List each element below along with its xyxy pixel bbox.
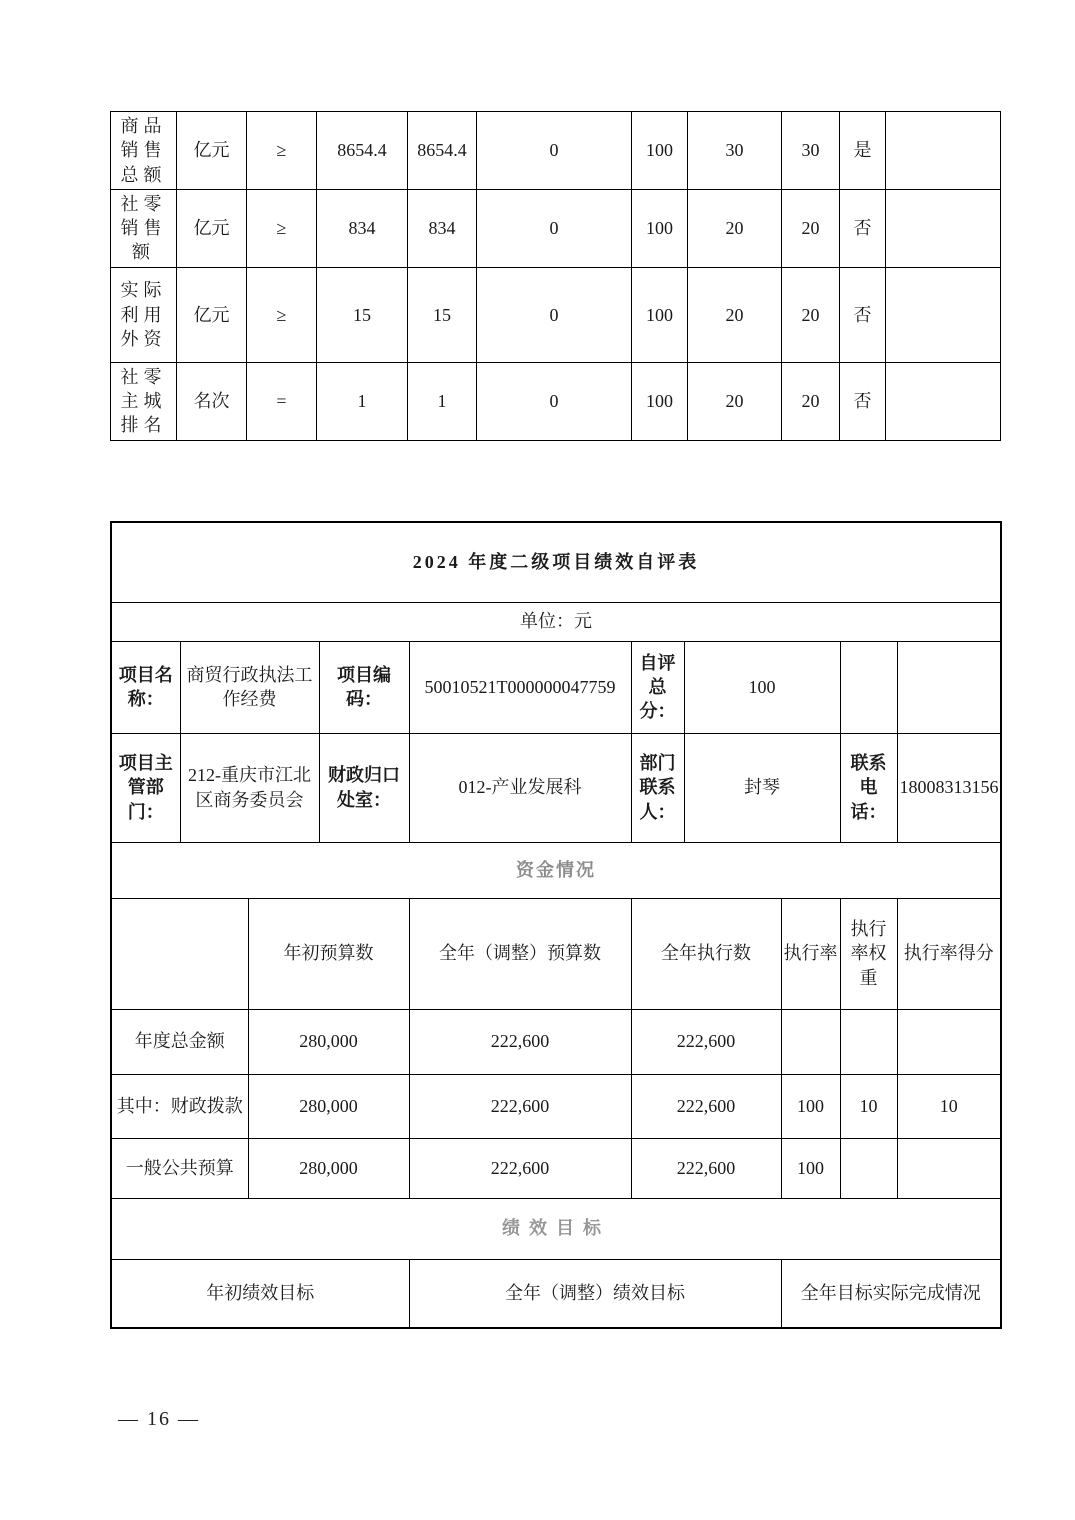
page-number: — 16 — xyxy=(118,1408,200,1430)
actual-value-cell: 1 xyxy=(408,362,477,440)
self-score-label: 自评总分： xyxy=(631,641,684,733)
score-cell: 30 xyxy=(782,112,840,190)
self-score-value: 100 xyxy=(684,641,840,733)
indicator-name-cell: 社零主城排名 xyxy=(111,362,177,440)
dept-label: 项目主管部门： xyxy=(111,733,180,842)
executed-cell: 222,600 xyxy=(631,1138,781,1198)
col-header-rate-weight: 执行率权重 xyxy=(840,898,897,1009)
project-info-row xyxy=(111,641,1001,733)
note-cell xyxy=(886,267,1001,362)
target-value-cell: 8654.4 xyxy=(317,112,408,190)
exec-rate-cell: 100 xyxy=(781,1138,840,1198)
project-code-label: 项目编码： xyxy=(319,641,409,733)
flag-cell: 否 xyxy=(840,362,886,440)
performance-header-row xyxy=(111,1259,1001,1328)
initial-budget-cell: 280,000 xyxy=(248,1138,409,1198)
rate-weight-cell: 10 xyxy=(840,1074,897,1138)
operator-cell: ≥ xyxy=(247,112,317,190)
note-cell xyxy=(886,362,1001,440)
col-header-exec-rate: 执行率 xyxy=(781,898,840,1009)
office-value: 012-产业发展科 xyxy=(409,733,631,842)
flag-cell: 否 xyxy=(840,267,886,362)
weight-cell: 20 xyxy=(688,189,782,267)
empty-corner-cell xyxy=(111,898,248,1009)
initial-budget-cell: 280,000 xyxy=(248,1009,409,1074)
score-cell: 20 xyxy=(782,267,840,362)
note-cell xyxy=(886,112,1001,190)
table-row xyxy=(111,112,1001,190)
weight-cell: 20 xyxy=(688,267,782,362)
actual-value-cell: 15 xyxy=(408,267,477,362)
col-header-actual-completion: 全年目标实际完成情况 xyxy=(781,1259,1001,1328)
col-header-initial-budget: 年初预算数 xyxy=(248,898,409,1009)
funding-row-label: 其中：财政拨款 xyxy=(111,1074,248,1138)
operator-cell: ≥ xyxy=(247,267,317,362)
empty-cell xyxy=(897,641,1001,733)
executed-cell: 222,600 xyxy=(631,1074,781,1138)
exec-rate-cell: 100 xyxy=(781,1074,840,1138)
adjusted-budget-cell: 222,600 xyxy=(409,1138,631,1198)
self-eval-table xyxy=(110,521,1002,1329)
col-header-executed: 全年执行数 xyxy=(631,898,781,1009)
department-info-row xyxy=(111,733,1001,842)
operator-cell: ≥ xyxy=(247,189,317,267)
funding-section-title: 资金情况 xyxy=(111,842,1001,898)
unit-cell: 亿元 xyxy=(177,189,247,267)
unit-cell: 名次 xyxy=(177,362,247,440)
rate-cell: 100 xyxy=(632,267,688,362)
unit-note: 单位：元 xyxy=(111,602,1001,641)
flag-cell: 否 xyxy=(840,189,886,267)
rate-weight-cell xyxy=(840,1009,897,1074)
funding-row xyxy=(111,1138,1001,1198)
target-value-cell: 1 xyxy=(317,362,408,440)
table-row xyxy=(111,362,1001,440)
unit-cell: 亿元 xyxy=(177,112,247,190)
weight-cell: 20 xyxy=(688,362,782,440)
adjusted-budget-cell: 222,600 xyxy=(409,1074,631,1138)
office-label: 财政归口处室： xyxy=(319,733,409,842)
deviation-cell: 0 xyxy=(477,362,632,440)
table-row xyxy=(111,267,1001,362)
score-cell: 20 xyxy=(782,189,840,267)
rate-score-cell xyxy=(897,1009,1001,1074)
phone-label: 联系电话： xyxy=(840,733,897,842)
flag-cell: 是 xyxy=(840,112,886,190)
rate-cell: 100 xyxy=(632,362,688,440)
col-header-initial-goal: 年初绩效目标 xyxy=(111,1259,409,1328)
indicator-table-fragment xyxy=(110,111,1001,441)
weight-cell: 30 xyxy=(688,112,782,190)
col-header-adjusted-goal: 全年（调整）绩效目标 xyxy=(409,1259,781,1328)
exec-rate-cell xyxy=(781,1009,840,1074)
rate-score-cell: 10 xyxy=(897,1074,1001,1138)
phone-value: 18008313156 xyxy=(897,733,1001,842)
dept-value: 212-重庆市江北区商务委员会 xyxy=(180,733,319,842)
deviation-cell: 0 xyxy=(477,189,632,267)
col-header-adjusted-budget: 全年（调整）预算数 xyxy=(409,898,631,1009)
funding-row-label: 年度总金额 xyxy=(111,1009,248,1074)
adjusted-budget-cell: 222,600 xyxy=(409,1009,631,1074)
target-value-cell: 15 xyxy=(317,267,408,362)
funding-header-row xyxy=(111,898,1001,1009)
table-row xyxy=(111,189,1001,267)
funding-row-label: 一般公共预算 xyxy=(111,1138,248,1198)
indicator-name-cell: 实际利用外资 xyxy=(111,267,177,362)
project-name-label: 项目名称： xyxy=(111,641,180,733)
project-code-value: 50010521T000000047759 xyxy=(409,641,631,733)
target-value-cell: 834 xyxy=(317,189,408,267)
unit-cell: 亿元 xyxy=(177,267,247,362)
indicator-name-cell: 社零销售额 xyxy=(111,189,177,267)
indicator-name-cell: 商品销售总额 xyxy=(111,112,177,190)
funding-row xyxy=(111,1009,1001,1074)
rate-cell: 100 xyxy=(632,189,688,267)
initial-budget-cell: 280,000 xyxy=(248,1074,409,1138)
col-header-rate-score: 执行率得分 xyxy=(897,898,1001,1009)
contact-value: 封琴 xyxy=(684,733,840,842)
deviation-cell: 0 xyxy=(477,267,632,362)
funding-row xyxy=(111,1074,1001,1138)
operator-cell: = xyxy=(247,362,317,440)
rate-cell: 100 xyxy=(632,112,688,190)
empty-cell xyxy=(840,641,897,733)
actual-value-cell: 834 xyxy=(408,189,477,267)
note-cell xyxy=(886,189,1001,267)
table-title: 2024 年度二级项目绩效自评表 xyxy=(111,522,1001,602)
actual-value-cell: 8654.4 xyxy=(408,112,477,190)
rate-weight-cell xyxy=(840,1138,897,1198)
deviation-cell: 0 xyxy=(477,112,632,190)
rate-score-cell xyxy=(897,1138,1001,1198)
executed-cell: 222,600 xyxy=(631,1009,781,1074)
contact-label: 部门联系人： xyxy=(631,733,684,842)
project-name-value: 商贸行政执法工作经费 xyxy=(180,641,319,733)
performance-section-title: 绩效目标 xyxy=(111,1198,1001,1259)
score-cell: 20 xyxy=(782,362,840,440)
